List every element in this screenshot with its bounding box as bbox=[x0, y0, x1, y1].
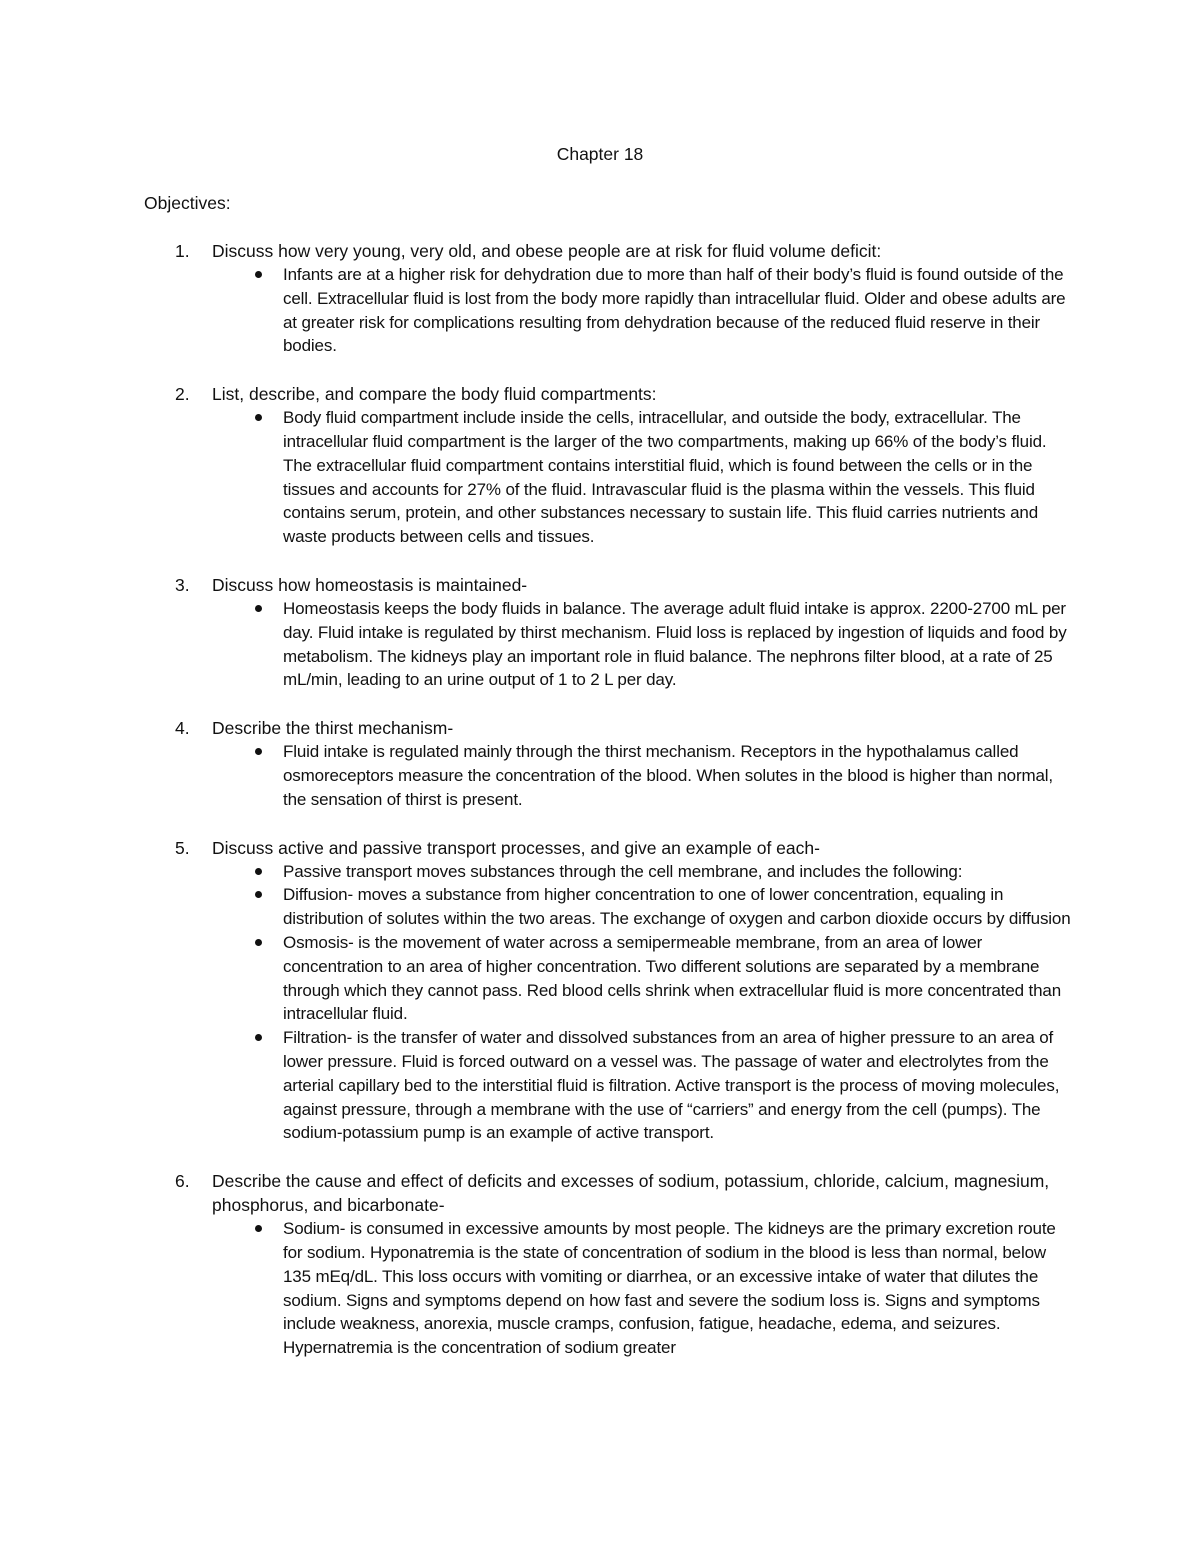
objective-question bbox=[175, 836, 1072, 860]
item-number: 1. bbox=[175, 241, 190, 261]
bullet-text: Osmosis- is the movement of water across a semipermeable membrane, from an area of lower concentration to an area of higher concentration. Two different solutions are separated by a membrane through which they cannot pass. Red blood cells shrink when extracellular fluid is more concentrated than intracellular fluid. bbox=[283, 932, 1062, 1024]
item-number: 2. bbox=[175, 384, 190, 405]
objective-item bbox=[0, 836, 1200, 1146]
bullet-icon bbox=[255, 939, 262, 946]
objective-item bbox=[0, 239, 1200, 358]
objectives-list bbox=[0, 239, 1200, 1384]
bullet-icon bbox=[255, 414, 262, 421]
bullet-point bbox=[283, 1217, 1073, 1360]
bullet-icon bbox=[255, 271, 262, 278]
bullet-point bbox=[283, 406, 1073, 549]
objective-question bbox=[175, 716, 1072, 740]
bullet-point bbox=[283, 860, 1073, 884]
page-title: Chapter 18 bbox=[556, 144, 644, 164]
bullet-text: Fluid intake is regulated mainly through the thirst mechanism. Receptors in the hypothalamus called osmoreceptors measure the concentration of the blood. When solutes in the blood is higher than normal, the sensation of thirst is present. bbox=[283, 742, 1053, 809]
bullet-text: Sodium- is consumed in excessive amounts by most people. The kidneys are the primary excretion route for sodium. Hyponatremia is the state of concentration of sodium in the blood is less than normal, below 135 mEq/dL. This loss occurs with vomiting or diarrhea, or an excessive intake of water that dilutes the sodium. Signs and symptoms depend on how fast and severe the sodium loss is. Signs and symptoms include weakness, anorexia, muscle cramps, confusion, fatigue, headache, edema, and seizures. Hypernatremia is the concentration of sodium greater bbox=[283, 1219, 1056, 1358]
bullet-text: Body fluid compartment include inside the cells, intracellular, and outside the body, extracellular. The intracellular fluid compartment is the larger of the two compartments, making up 66% of the body’s fluid. The extracellular fluid compartment contains interstitial fluid, which is found between the cells or in the tissues and accounts for 27% of the fluid. Intravascular fluid is the plasma within the vessels. This fluid contains serum, protein, and other substances necessary to sustain life. This fluid carries nutrients and waste products between cells and tissues. bbox=[283, 408, 1047, 547]
bullet-point bbox=[283, 597, 1073, 692]
bullet-text: Filtration- is the transfer of water and dissolved substances from an area of higher pressure to an area of lower pressure. Fluid is forced outward on a vessel was. The passage of water and electrolytes from the arterial capillary bed to the interstitial fluid is filtration. Active transport is the process of moving molecules, against pressure, through a membrane with the use of “carriers” and energy from the cell (pumps). The sodium-potassium pump is an example of active transport. bbox=[283, 1028, 1060, 1143]
bullet-point bbox=[283, 883, 1073, 931]
bullet-icon bbox=[255, 891, 262, 898]
objective-question bbox=[175, 1169, 1072, 1217]
bullet-text: Infants are at a higher risk for dehydration due to more than half of their body’s fluid is found outside of the cell. Extracellular fluid is lost from the body more rapidly than intracellular fluid. Older and obese adults are at greater risk for complications resulting from dehydration because of the reduced fluid reserve in their bodies. bbox=[283, 265, 1066, 356]
bullet-icon bbox=[255, 868, 262, 875]
question-text: List, describe, and compare the body fluid compartments: bbox=[212, 384, 657, 405]
bullet-icon bbox=[255, 1225, 262, 1232]
objective-question bbox=[175, 382, 1072, 406]
bullet-point bbox=[283, 1026, 1073, 1145]
bullet-text: Passive transport moves substances through the cell membrane, and includes the following: bbox=[283, 861, 963, 881]
bullet-icon bbox=[255, 1034, 262, 1041]
objective-item bbox=[0, 716, 1200, 811]
question-text: Describe the thirst mechanism- bbox=[212, 718, 454, 739]
bullet-point bbox=[283, 263, 1073, 358]
item-number: 5. bbox=[175, 837, 190, 858]
bullet-icon bbox=[255, 748, 262, 755]
objectives-heading: Objectives: bbox=[144, 193, 231, 213]
item-number: 4. bbox=[175, 718, 190, 739]
question-text: Discuss how very young, very old, and obese people are at risk for fluid volume deficit: bbox=[212, 241, 882, 261]
objective-question bbox=[175, 239, 1072, 263]
bullet-text: Diffusion- moves a substance from higher concentration to one of lower concentration, equaling in distribution of solutes within the two areas. The exchange of oxygen and carbon dioxide occurs by diffusion bbox=[283, 885, 1071, 929]
question-text: Discuss active and passive transport processes, and give an example of each- bbox=[212, 837, 820, 858]
item-number: 3. bbox=[175, 574, 190, 595]
objective-item bbox=[0, 1169, 1200, 1360]
bullet-point bbox=[283, 740, 1073, 811]
bullet-icon bbox=[255, 605, 262, 612]
question-text: Discuss how homeostasis is maintained- bbox=[212, 574, 528, 595]
objective-item bbox=[0, 382, 1200, 549]
objective-question bbox=[175, 573, 1072, 597]
bullet-point bbox=[283, 931, 1073, 1026]
objective-item bbox=[0, 573, 1200, 692]
item-number: 6. bbox=[175, 1171, 190, 1192]
bullet-text: Homeostasis keeps the body fluids in balance. The average adult fluid intake is approx. 2200-2700 mL per day. Fluid intake is regulated by thirst mechanism. Fluid loss is replaced by ingestion of liquids and food by metabolism. The kidneys play an important role in fluid balance. The nephrons filter blood, at a rate of 25 mL/min, leading to an urine output of 1 to 2 L per day. bbox=[283, 598, 1067, 690]
question-text: Describe the cause and effect of deficits and excesses of sodium, potassium, chloride, calcium, magnesium, phosphorus, and bicarbonate- bbox=[212, 1171, 1050, 1216]
